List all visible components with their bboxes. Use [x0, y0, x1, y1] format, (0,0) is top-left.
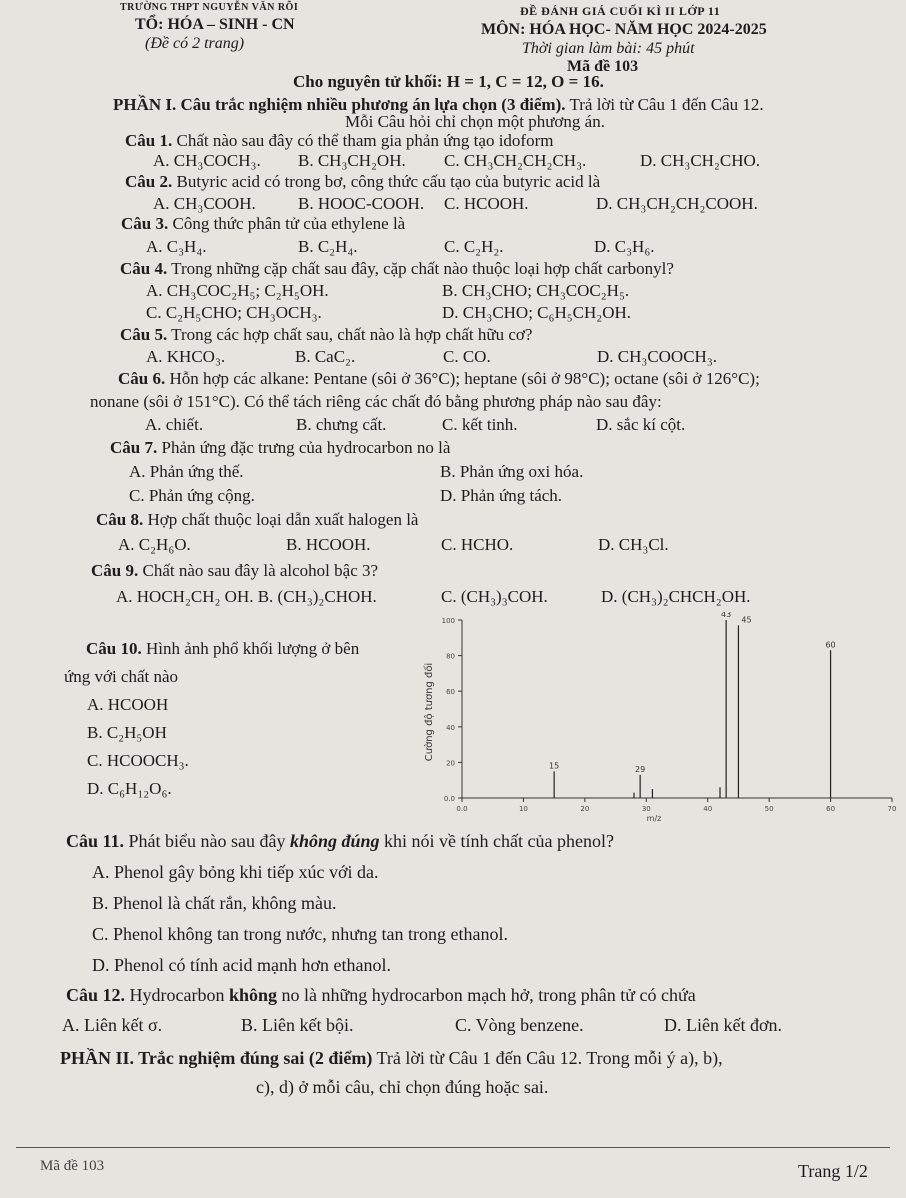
- x-axis-label: m/z: [646, 814, 662, 823]
- option: D. Liên kết đơn.: [664, 1015, 782, 1035]
- option: B. CH₃CH₂OH.: [298, 151, 406, 170]
- option: C. HCOOH.: [444, 194, 529, 213]
- option: B. Phản ứng oxi hóa.: [440, 462, 584, 481]
- option: D. C₃H₆.: [594, 237, 655, 256]
- x-tick-label: 10: [518, 805, 528, 813]
- question-label: Câu 7.: [110, 438, 158, 457]
- group-name: TỔ: HÓA – SINH - CN: [135, 16, 295, 33]
- option: A. chiết.: [145, 415, 204, 434]
- option: A. C₃H₄.: [146, 237, 207, 256]
- option: B. CH₃CHO; CH₃COC₂H₅.: [442, 281, 630, 300]
- question-label: Câu 9.: [91, 561, 139, 580]
- option: A. CH₃COOH.: [153, 194, 256, 213]
- x-tick-label: 0.0: [456, 805, 468, 813]
- question-7: [110, 438, 450, 458]
- exam-code: Mã đề 103: [567, 58, 639, 75]
- question-2: [125, 172, 600, 192]
- x-tick-label: 70: [887, 805, 897, 813]
- question-label: Câu 6.: [118, 369, 166, 388]
- question-label: Câu 11.: [66, 831, 125, 851]
- question-label: Câu 12.: [66, 985, 126, 1005]
- question-11: [66, 831, 614, 852]
- question-6-line2: nonane (sôi ở 151°C). Có thể tách riêng các chất đó bằng phương pháp nào sau đây:: [90, 392, 662, 411]
- footer-code: Mã đề 103: [40, 1158, 105, 1174]
- option: C. Phenol không tan trong nước, nhưng tan trong ethanol.: [92, 924, 508, 944]
- option: A. HCOOH: [87, 695, 169, 714]
- question-text: Phản ứng đặc trưng của hydrocarbon no là: [157, 438, 451, 457]
- part2-title-rest: Trả lời từ Câu 1 đến Câu 12. Trong mỗi ý a), b),: [372, 1048, 723, 1068]
- option: C. Vòng benzene.: [455, 1015, 584, 1035]
- peak-label: 60: [825, 640, 836, 650]
- option: C. Phản ứng cộng.: [129, 486, 255, 505]
- option: B. Phenol là chất rắn, không màu.: [92, 893, 337, 913]
- option: A. Liên kết σ.: [62, 1015, 163, 1035]
- question-text: Trong các hợp chất sau, chất nào là hợp chất hữu cơ?: [167, 325, 533, 344]
- option: D. C₆H₁₂O₆.: [87, 779, 172, 798]
- y-tick-label: 40: [446, 723, 455, 732]
- y-tick-label: 20: [446, 759, 455, 768]
- y-tick-label: 60: [446, 688, 455, 697]
- option: D. CH₃CHO; C₆H₅CH₂OH.: [442, 303, 632, 322]
- pages-note: (Đề có 2 trang): [145, 35, 245, 52]
- option: A. KHCO₃.: [146, 347, 226, 366]
- option: C. CH₃CH₂CH₂CH₃.: [444, 151, 587, 170]
- part1-title: PHẦN I. Câu trắc nghiệm nhiều phương án lựa chọn (3 điểm).: [113, 95, 566, 114]
- question-text-end: khi nói về tính chất của phenol?: [379, 831, 614, 851]
- question-label: Câu 2.: [125, 172, 173, 191]
- option: A. CH₃COC₂H₅; C₂H₅OH.: [146, 281, 329, 300]
- option: A. HOCH₂CH₂ OH. B. (CH₃)₂CHOH.: [116, 587, 377, 606]
- question-label: Câu 5.: [120, 325, 168, 344]
- option: D. Phenol có tính acid mạnh hơn ethanol.: [92, 955, 391, 975]
- part2-heading: [60, 1048, 723, 1069]
- school-name: TRƯỜNG THPT NGUYỄN VĂN RÕI: [120, 2, 299, 13]
- question-10: [86, 639, 359, 659]
- question-text: Trong những cặp chất sau đây, cặp chất nào thuộc loại hợp chất carbonyl?: [167, 259, 674, 278]
- question-10-line2: ứng với chất nào: [64, 667, 179, 686]
- y-tick-label: 80: [446, 652, 455, 661]
- question-emphasis: không đúng: [290, 831, 380, 851]
- option: C. kết tinh.: [442, 415, 518, 434]
- option: B. CaC₂.: [295, 347, 356, 366]
- question-4: [120, 259, 674, 279]
- x-tick-label: 20: [580, 805, 590, 813]
- y-axis-label: Cường độ tương đối: [424, 662, 435, 762]
- part1-note: Mỗi Câu hỏi chỉ chọn một phương án.: [345, 112, 605, 131]
- y-tick-label: 0.0: [443, 795, 455, 803]
- option: B. Liên kết bội.: [241, 1015, 354, 1035]
- option: D. CH₃Cl.: [598, 535, 669, 554]
- peak-label: 29: [635, 764, 646, 774]
- option: B. C₂H₅OH: [87, 723, 167, 742]
- question-text: Hình ảnh phổ khối lượng ở bên: [141, 639, 360, 658]
- option: D. sắc kí cột.: [596, 415, 686, 434]
- peak-label: 15: [549, 761, 560, 771]
- subject-line: MÔN: HÓA HỌC- NĂM HỌC 2024-2025: [481, 21, 767, 38]
- question-9: [91, 561, 378, 581]
- part1-title-rest: Trả lời từ Câu 1 đến Câu 12.: [565, 95, 764, 114]
- question-text: Hydrocarbon: [125, 985, 229, 1005]
- x-tick-label: 30: [641, 805, 651, 813]
- question-text: Phát biểu nào sau đây: [124, 831, 290, 851]
- time-limit: Thời gian làm bài: 45 phút: [522, 40, 695, 57]
- option: D. CH₃CH₂CHO.: [640, 151, 761, 170]
- option: B. C₂H₄.: [298, 237, 358, 256]
- mass-spectrum-chart: [414, 612, 902, 824]
- y-tick-label: 100: [441, 617, 455, 625]
- mass-spectrum-svg: [414, 612, 902, 824]
- x-tick-label: 50: [764, 805, 774, 813]
- option: B. HCOOH.: [286, 535, 371, 554]
- peak-label: 43: [721, 612, 732, 619]
- question-6: [118, 369, 760, 389]
- question-text-end: no là những hydrocarbon mạch hở, trong phân tử có chứa: [277, 985, 696, 1005]
- x-tick-label: 40: [703, 805, 713, 813]
- option: C. (CH₃)₃COH.: [441, 587, 548, 606]
- option: D. CH₃CH₂CH₂COOH.: [596, 194, 758, 213]
- exam-title: ĐỀ ĐÁNH GIÁ CUỐI KÌ II LỚP 11: [520, 4, 721, 18]
- question-text: Chất nào sau đây là alcohol bậc 3?: [138, 561, 379, 580]
- question-emphasis: không: [228, 985, 278, 1005]
- question-text: Hỗn hợp các alkane: Pentane (sôi ở 36°C); heptane (sôi ở 98°C); octane (sôi ở 126°C);: [165, 369, 760, 388]
- option: C. HCOOCH₃.: [87, 751, 189, 770]
- question-5: [120, 325, 532, 345]
- question-text: Butyric acid có trong bơ, công thức cấu tạo của butyric acid là: [172, 172, 601, 191]
- atomic-mass-note: Cho nguyên tử khối: H = 1, C = 12, O = 16.: [293, 72, 604, 91]
- option: B. HOOC-COOH.: [298, 194, 425, 213]
- option: A. Phản ứng thế.: [129, 462, 244, 481]
- option: C. CO.: [443, 347, 491, 366]
- question-8: [96, 510, 418, 530]
- question-label: Câu 8.: [96, 510, 144, 529]
- question-label: Câu 10.: [86, 639, 142, 658]
- option: D. Phản ứng tách.: [440, 486, 563, 505]
- option: C. HCHO.: [441, 535, 514, 554]
- page-number: Trang 1/2: [798, 1161, 868, 1181]
- question-text: Chất nào sau đây có thể tham gia phản ứng tạo idoform: [172, 131, 554, 150]
- question-label: Câu 3.: [121, 214, 169, 233]
- option: A. Phenol gây bỏng khi tiếp xúc với da.: [92, 862, 379, 882]
- option: D. CH₃COOCH₃.: [597, 347, 718, 366]
- question-label: Câu 1.: [125, 131, 173, 150]
- peak-label: 45: [741, 615, 752, 625]
- part2-title: PHẦN II. Trắc nghiệm đúng sai (2 điểm): [60, 1048, 373, 1068]
- option: D. (CH₃)₂CHCH₂OH.: [601, 587, 751, 606]
- footer-divider: [16, 1147, 890, 1148]
- question-1: [125, 131, 553, 151]
- option: A. C₂H₆O.: [118, 535, 191, 554]
- question-text: Công thức phân tử của ethylene là: [168, 214, 406, 233]
- option: C. C₂H₂.: [444, 237, 504, 256]
- question-text: Hợp chất thuộc loại dẫn xuất halogen là: [143, 510, 419, 529]
- option: A. CH₃COCH₃.: [153, 151, 261, 170]
- question-3: [121, 214, 405, 234]
- question-label: Câu 4.: [120, 259, 168, 278]
- option: B. chưng cất.: [296, 415, 387, 434]
- x-tick-label: 60: [826, 805, 836, 813]
- question-12: [66, 985, 696, 1006]
- option: C. C₂H₅CHO; CH₃OCH₃.: [146, 303, 322, 322]
- part2-line2: c), d) ở mỗi câu, chỉ chọn đúng hoặc sai.: [256, 1077, 549, 1097]
